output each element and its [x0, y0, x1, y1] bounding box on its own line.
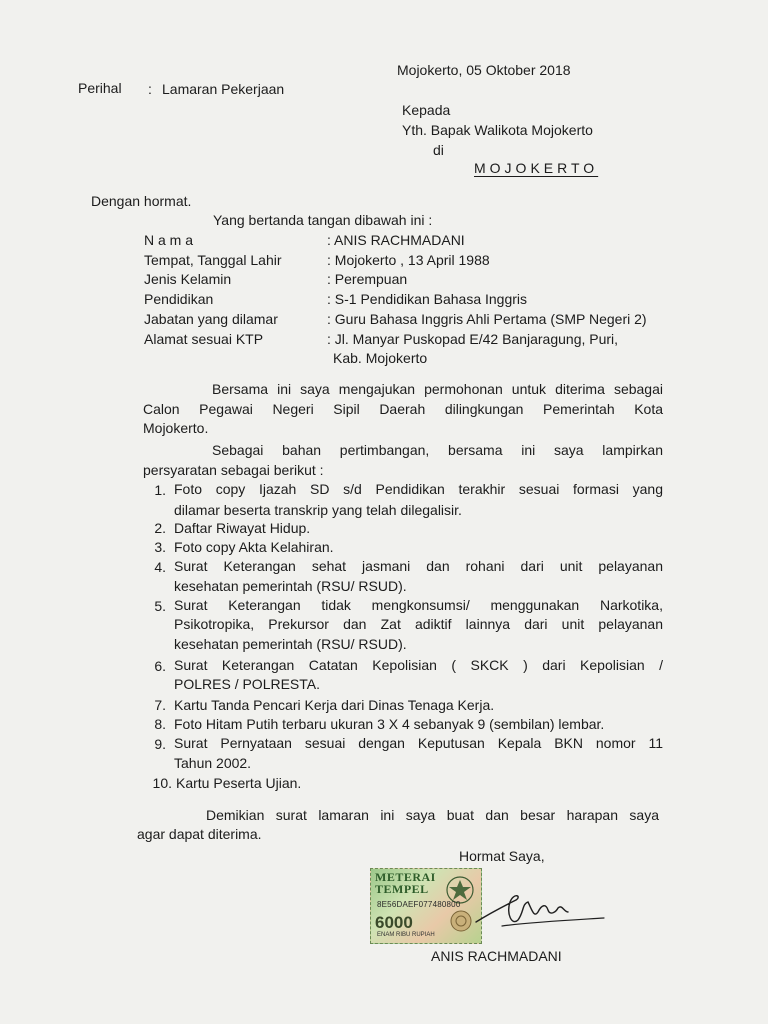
para2-line2: persyaratan sebagai berikut :: [143, 462, 324, 478]
subject-separator: :: [148, 81, 152, 97]
para1-line2: Calon Pegawai Negeri Sipil Daerah dilingkungan Pemerintah Kota: [143, 401, 663, 417]
req-num-7: 7.: [154, 697, 166, 713]
req-5-line1: Surat Keterangan tidak mengkonsumsi/ menggunakan Narkotika,: [174, 597, 663, 613]
field-label-address: Alamat sesuai KTP: [144, 331, 264, 347]
closing-line2: agar dapat diterima.: [137, 826, 262, 842]
stamp-words: ENAM RIBU RUPIAH: [377, 932, 435, 938]
stamp-value: 6000: [375, 913, 413, 932]
req-num-2: 2.: [154, 520, 166, 536]
field-value-gender: : Perempuan: [327, 271, 408, 287]
stamp-ornament-icon: [449, 909, 473, 933]
req-1-line1: Foto copy Ijazah SD s/d Pendidikan terakhir sesuai formasi yang: [174, 481, 663, 497]
req-4-line2: kesehatan pemerintah (RSU/ RSUD).: [174, 578, 407, 594]
field-label-birth: Tempat, Tanggal Lahir: [144, 252, 282, 268]
req-7-line1: Kartu Tanda Pencari Kerja dari Dinas Tenaga Kerja.: [174, 697, 495, 713]
req-num-4: 4.: [154, 559, 166, 575]
recipient-name: Yth. Bapak Walikota Mojokerto: [402, 122, 593, 138]
req-6-line1: Surat Keterangan Catatan Kepolisian ( SKCK ) dari Kepolisian /: [174, 657, 663, 673]
recipient-city: MOJOKERTO: [474, 160, 599, 176]
req-5-line3: kesehatan pemerintah (RSU/ RSUD).: [174, 636, 407, 652]
para1-line3: Mojokerto.: [143, 420, 209, 436]
field-label-gender: Jenis Kelamin: [144, 271, 232, 287]
stamp-title-line1: METERAI: [375, 870, 436, 884]
req-4-line1: Surat Keterangan sehat jasmani dan rohani dari unit pelayanan: [174, 558, 663, 574]
req-num-10: 10.: [152, 775, 172, 791]
req-num-9: 9.: [154, 736, 166, 752]
stamp-serial-code: 8E56DAEF077480800: [377, 900, 461, 909]
closing-line1: Demikian surat lamaran ini saya buat dan besar harapan saya: [206, 807, 659, 823]
recipient-at: di: [433, 142, 444, 158]
req-2-line1: Daftar Riwayat Hidup.: [174, 520, 311, 536]
stamp-title: [375, 871, 436, 895]
req-9-line2: Tahun 2002.: [174, 755, 252, 771]
req-9-line1: Surat Pernyataan sesuai dengan Keputusan Kepala BKN nomor 11: [174, 735, 663, 751]
field-label-name: N a m a: [144, 232, 194, 248]
para2-line1: Sebagai bahan pertimbangan, bersama ini saya lampirkan: [212, 442, 663, 458]
req-8-line1: Foto Hitam Putih terbaru ukuran 3 X 4 sebanyak 9 (sembilan) lembar.: [174, 716, 605, 732]
subject-value: Lamaran Pekerjaan: [162, 81, 285, 97]
regards: Hormat Saya,: [459, 848, 545, 864]
greeting: Dengan hormat.: [91, 193, 192, 209]
recipient-to: Kepada: [402, 102, 451, 118]
field-value-education: : S-1 Pendidikan Bahasa Inggris: [327, 291, 528, 307]
signer-name: ANIS RACHMADANI: [431, 948, 562, 964]
req-3-line1: Foto copy Akta Kelahiran.: [174, 539, 334, 555]
field-label-position: Jabatan yang dilamar: [144, 311, 278, 327]
req-num-1: 1.: [154, 482, 166, 498]
subject-label: Perihal: [78, 80, 122, 96]
req-num-5: 5.: [154, 598, 166, 614]
place-date: Mojokerto, 05 Oktober 2018: [397, 62, 571, 78]
revenue-stamp: [370, 868, 482, 944]
field-value-address: : Jl. Manyar Puskopad E/42 Banjaragung, Puri,: [327, 331, 619, 347]
req-num-3: 3.: [154, 539, 166, 555]
stamp-title-line2: TEMPEL: [375, 882, 429, 896]
req-1-line2: dilamar beserta transkrip yang telah dilegalisir.: [174, 502, 462, 518]
para1-line1: Bersama ini saya mengajukan permohonan untuk diterima sebagai: [212, 381, 663, 397]
field-label-education: Pendidikan: [144, 291, 214, 307]
field-value-address-cont: Kab. Mojokerto: [333, 350, 428, 366]
field-value-birth: : Mojokerto , 13 April 1988: [327, 252, 490, 268]
req-num-6: 6.: [154, 658, 166, 674]
intro-line: Yang bertanda tangan dibawah ini :: [213, 212, 433, 228]
field-value-position: : Guru Bahasa Inggris Ahli Pertama (SMP Negeri 2): [327, 311, 647, 327]
field-value-name: : ANIS RACHMADANI: [327, 232, 465, 248]
req-6-line2: POLRES / POLRESTA.: [174, 676, 321, 692]
handwritten-signature: [472, 882, 612, 942]
req-num-8: 8.: [154, 716, 166, 732]
req-10-line1: Kartu Peserta Ujian.: [176, 775, 302, 791]
req-5-line2: Psikotropika, Prekursor dan Zat adiktif lainnya dari unit pelayanan: [174, 616, 663, 632]
